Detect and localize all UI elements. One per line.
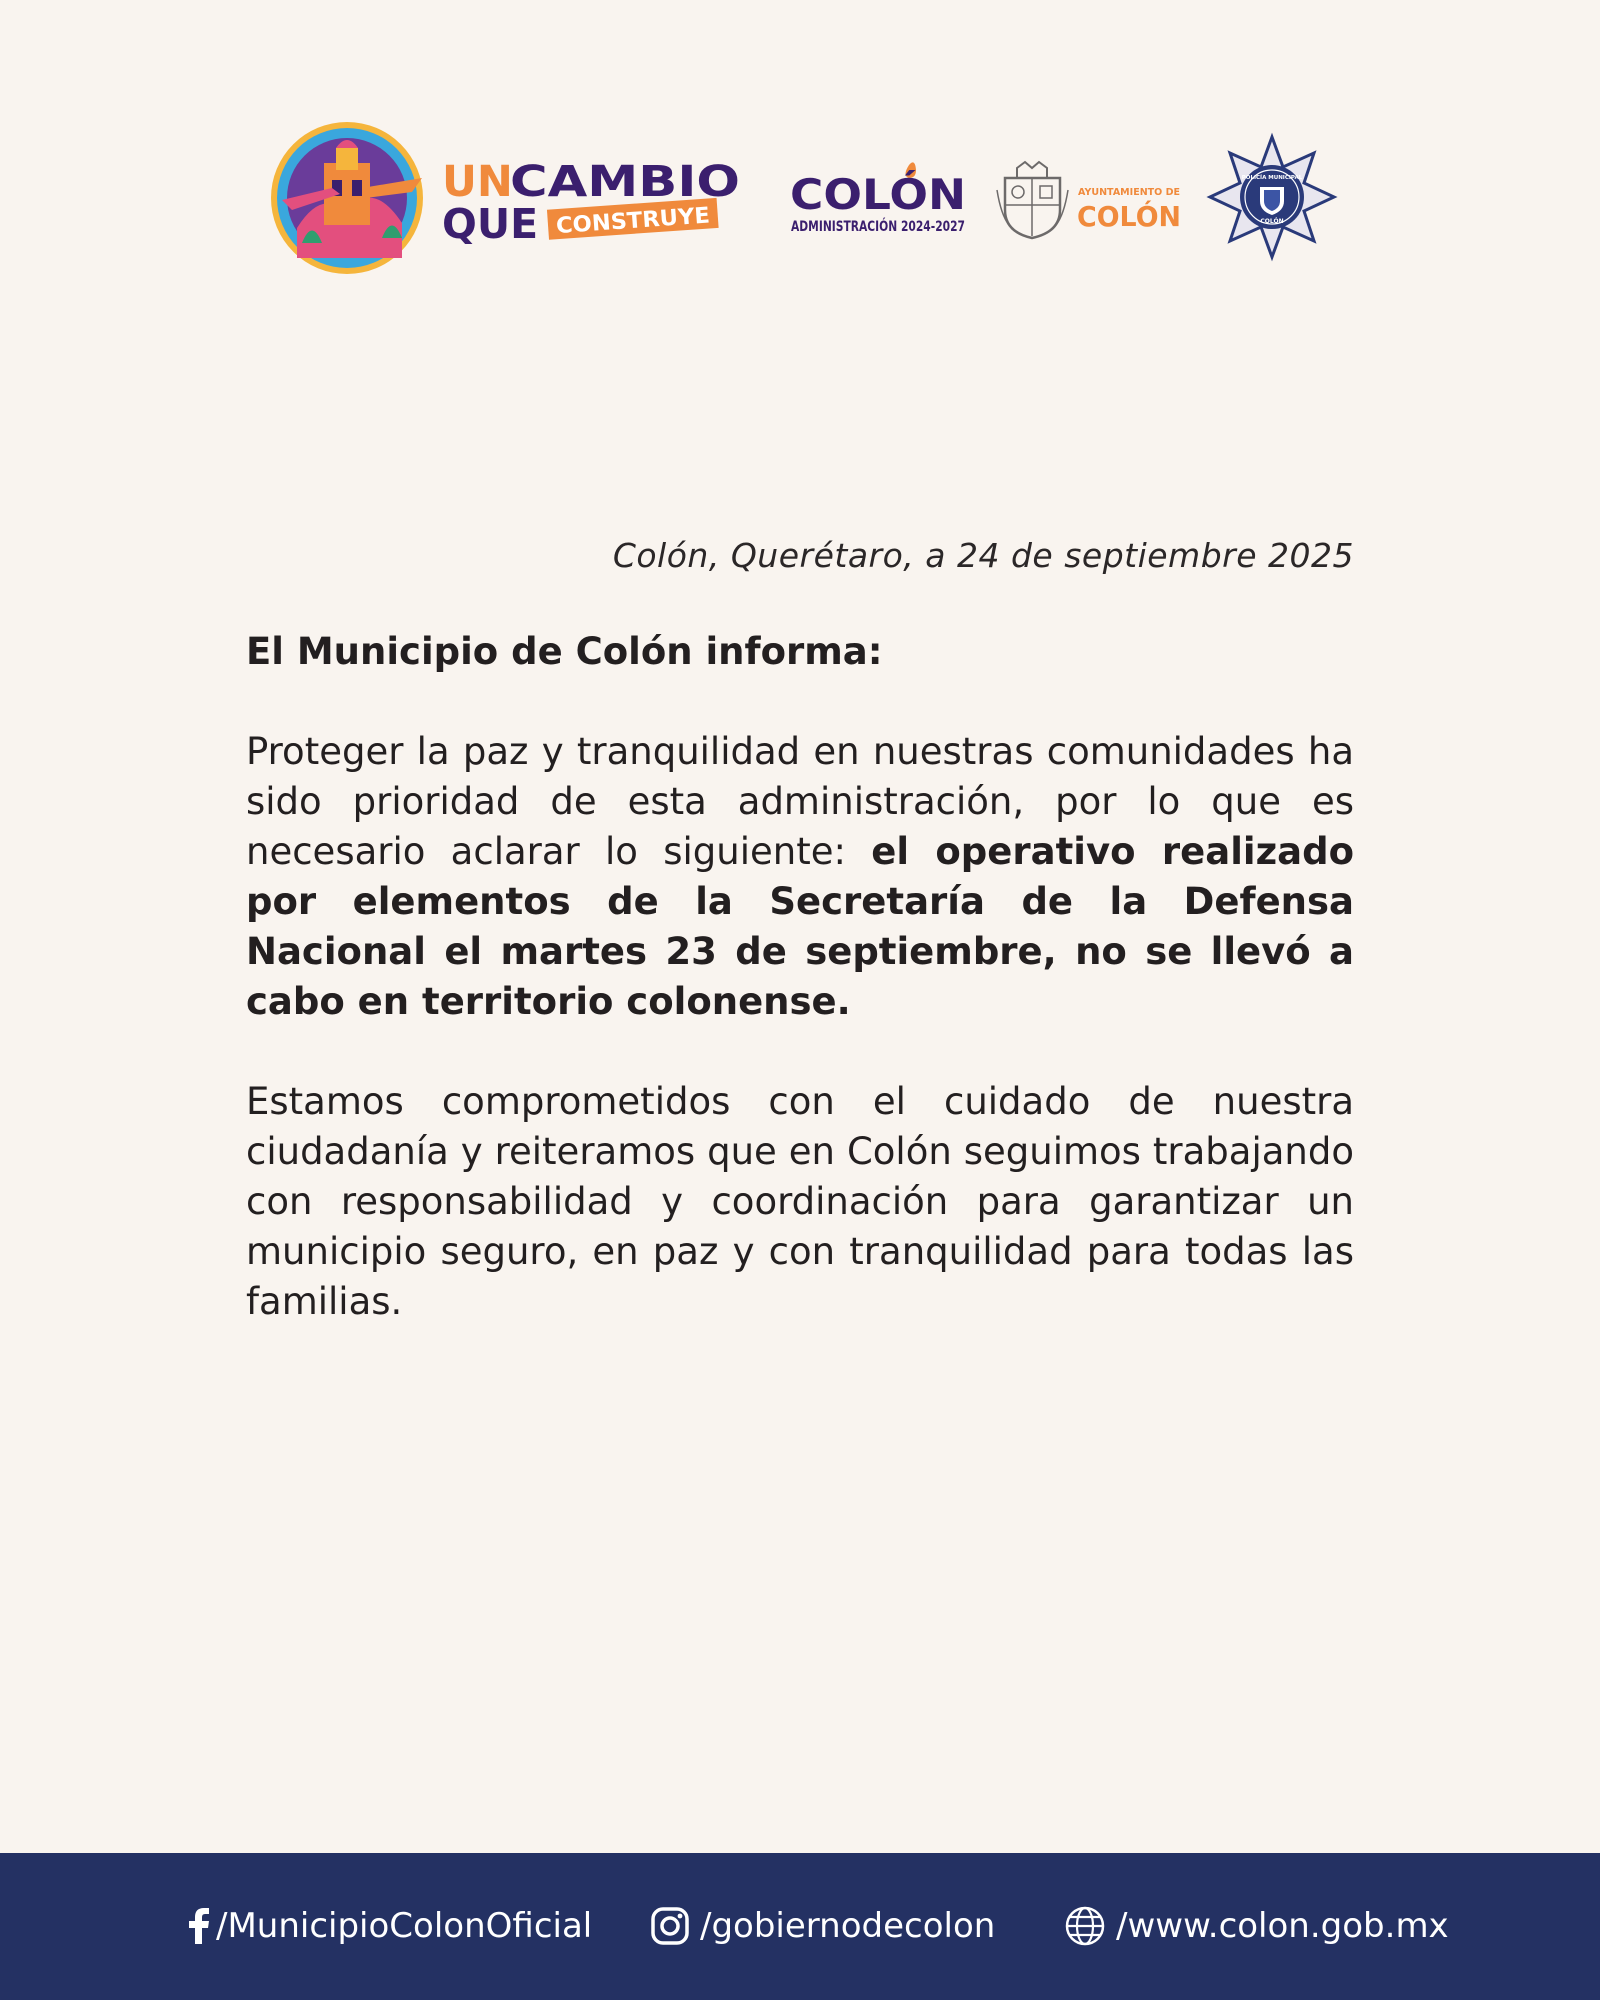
announcement-body — [246, 630, 1354, 1377]
wordmark-cambio: CAMBIO — [510, 157, 740, 207]
admin-logo-subtitle: ADMINISTRACIÓN 2024-2027 — [791, 219, 1019, 235]
paragraph-2: Estamos comprometidos con el cuidado de nuestra ciudadanía y reiteramos que en Colón seguimos trabajando con responsabilidad y coordinación para garantizar un municipio seguro, en paz y con tranquilidad para todas las familias. — [246, 1080, 1354, 1323]
badge-top-text: POLICÍA MUNICIPAL — [1241, 175, 1303, 181]
facebook-icon — [188, 1908, 210, 1944]
wordmark-un: UN — [442, 157, 513, 207]
wordmark-construye: CONSTRUYE — [555, 203, 707, 240]
instagram-handle: /gobiernodecolon — [700, 1906, 996, 1946]
website-link[interactable] — [1064, 1903, 1449, 1949]
instagram-link[interactable] — [650, 1903, 995, 1949]
paragraph-1-emphasis: el operativo realizado por elementos de la Secretaría de la Defensa Nacional el martes 23 de septiembre, no se llevó a cabo en territorio colonense. — [246, 830, 1354, 1023]
admin-logo-name: COLÓN — [790, 170, 953, 219]
badge-bottom-text: COLÓN — [1260, 218, 1284, 225]
website-url: /www.colon.gob.mx — [1116, 1906, 1449, 1946]
administration-logo — [788, 162, 1019, 237]
paragraph-1-text: Proteger la paz y tranquilidad en nuestras comunidades ha sido prioridad de esta administración, por lo que es necesario aclarar lo siguiente: — [246, 730, 1354, 873]
facebook-handle: /MunicipioColonOficial — [216, 1906, 593, 1946]
campaign-emblem — [262, 118, 437, 278]
paragraph-1 — [246, 727, 1354, 1027]
footer-bar — [0, 1853, 1600, 2000]
coat-of-arms-icon — [995, 160, 1070, 242]
globe-icon — [1064, 1905, 1106, 1947]
wordmark-que: QUE — [442, 200, 539, 248]
header — [0, 0, 1600, 330]
ayuntamiento-name: COLÓN — [1077, 200, 1186, 233]
campaign-wordmark — [440, 152, 745, 247]
ayuntamiento-label: AYUNTAMIENTO DE — [1078, 187, 1181, 198]
date-line: Colón, Querétaro, a 24 de septiembre 2025 — [612, 536, 1354, 575]
facebook-link[interactable] — [188, 1903, 592, 1949]
instagram-icon — [650, 1906, 690, 1946]
police-badge-icon — [1208, 135, 1336, 260]
ayuntamiento-logo — [1075, 180, 1185, 236]
announcement-heading: El Municipio de Colón informa: — [246, 630, 883, 673]
